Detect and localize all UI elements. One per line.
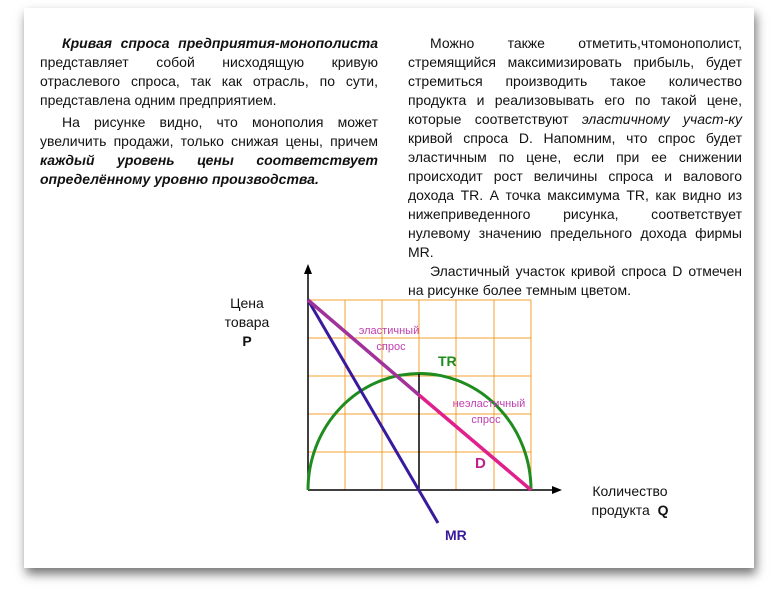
right-p1-italic: эластичному участ-ку: [581, 111, 742, 127]
left-p2-bold: каждый уровень цены соответствует определённому уровню производства.: [40, 152, 378, 187]
y-axis-title: [212, 294, 282, 351]
right-p1-end: кривой спроса D. Напомним, что спрос будет эластичным по цене, если при ее снижении происходит рост величины спроса и валового дохода TR. А точка максимума TR, как видно из нижеприведенного рисунка, соответствует нулевому значению предельного дохода фирмы MR.: [408, 130, 742, 260]
elastic-label-1: эластичный: [358, 325, 420, 337]
right-p1-start: Можно также отметить,чтомонополист, стремящийся максимизировать прибыль, будет стремиться производить такое количество продукта и реализовывать его по такой цене, которые соответствуют: [408, 35, 742, 127]
right-paragraph-2: Эластичный участок кривой спроса D отмечен на рисунке более темным цветом.: [408, 263, 742, 298]
d-label: D: [475, 455, 486, 472]
y-axis-arrow: [304, 264, 312, 274]
x-axis-title-line2: продукта: [591, 502, 650, 518]
left-p1-rest: представляет собой нисходящую кривую отраслевого спроса, так как отрасль, по сути, представлена одним предприятием.: [40, 54, 378, 108]
left-p2-start: На рисунке видно, что монополия может увеличить продажи, только снижая цены, причем: [40, 114, 378, 149]
y-axis-symbol: P: [242, 333, 252, 349]
y-axis-title-line2: товара: [224, 314, 270, 330]
elastic-label-2: спрос: [376, 341, 406, 353]
inelastic-label-2: спрос: [471, 414, 501, 426]
tr-label: TR: [438, 353, 457, 369]
left-title: Кривая спроса предприятия-монополиста: [62, 35, 378, 51]
y-axis-title-line1: Цена: [230, 295, 264, 311]
x-axis-arrow: [552, 486, 562, 494]
mr-label: MR: [445, 527, 467, 543]
x-axis-title-line1: Количество: [592, 483, 668, 499]
x-axis-symbol: Q: [657, 502, 669, 518]
inelastic-label-1: неэластичный: [452, 398, 526, 410]
x-axis-title: [570, 482, 690, 520]
x-axis-title-line2-wrap: [570, 501, 690, 520]
